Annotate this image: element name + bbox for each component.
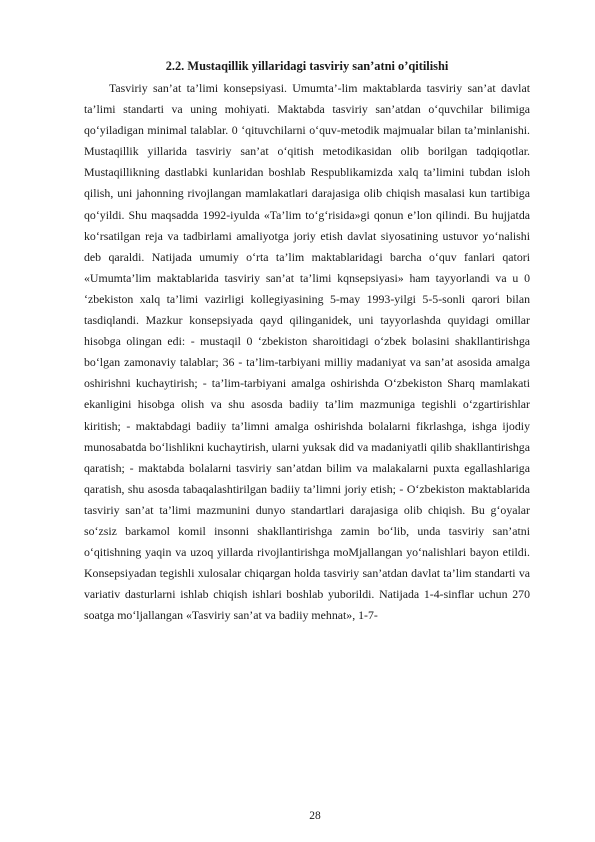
section-title: 2.2. Mustaqillik yillaridagi tasviriy san’atni o’qitilishi: [165, 59, 449, 73]
body-paragraph: Tasviriy san’at ta’limi konsepsiyasi. Umumta’-lim maktablarda tasviriy san’at davlat ta’limi standarti va uning mohiyati. Maktabda tasviriy san’atdan o‘quvchilar bilimiga qo‘yiladigan minimal talablar. 0 ‘qituvchilarni o‘quv-metodik majmualar bilan ta’minlanishi. Mustaqillik yillarida tasviriy san’at o‘qitish metodikasidan olib borilgan tadqiqotlar. Mustaqillikning dastlabki kunlaridan boshlab Respublikamizda xalq ta’limini tubdan isloh qilish, uni jahonning rivojlangan mamlakatlari darajasiga olib chiqish masalasi kun tartibiga qo‘yildi. Shu maqsadda 1992-iyulda «Ta’lim to‘g‘risida»gi qonun e’lon qilindi. Bu hujjatda ko‘rsatilgan reja va tadbirlami amaliyotga joriy etish davlat siyosatining ustuvor yo‘nalishi deb qaraldi. Natijada umumiy o‘rta ta’lim maktablaridagi barcha o‘quv fanlari qatori «Umumta’lim maktablarida tasviriy san’at ta’limi kqnsepsiyasi» ham tayyorlandi va u 0 ‘zbekiston xalq ta’limi vazirligi kollegiyasining 5-may 1993-yilgi 5-5-sonli qarori bilan tasdiqlandi. Mazkur konsepsiyada qayd qilinganidek, uni tayyorlashda quyidagi omillar hisobga olingan edi: - mustaqil 0 ‘zbekiston sharoitidagi o‘zbek bolasini shakllantirishga bo‘lgan zamonaviy talablar; 36 - ta’lim-tarbiyani milliy madaniyat va san’at asosida amalga oshirishni kuchaytirish; - ta’lim-tarbiyani amalga oshirishda O‘zbekiston Sharq mamlakati ekanligini hisobga olish va shu asosda badiiy ta’lim mazmuniga tegishli o‘zgartirishlar kiritish; - maktabdagi badiiy ta’limni amalga oshirishda bolalarni fikrlashga, ishga ijodiy munosabatda bo‘lishlikni kuchaytirish, ularni yuksak did va madaniyatli qilib shakllantirishga qaratish; - maktabda bolalarni tasviriy san’atdan bilim va malakalarni puxta egallashlariga qaratish, shu asosda tabaqalashtirilgan badiiy ta’limni joriy etish; - O‘zbekiston maktablarida tasviriy san’at ta’limi mazmunini dunyo standartlari darajasiga olib chiqish. Bu g‘oyalar so‘zsiz barkamol komil insonni shakllantirishga zamin bo‘lib, unda tasviriy san’atni o‘qitishning yaqin va uzoq yillarda rivojlantirishga moMjallangan yo‘nalishlari bayon etildi. Konsepsiyadan tegishli xulosalar chiqargan holda tasviriy san’atdan davlat ta’lim standarti va variativ dasturlarni ishlab chiqish ishlari boshlab yuborildi. Natijada 1-4-sinflar uchun 270 soatga mo‘ljallangan «Tasviriy san’at va badiiy mehnat», 1-7-: [84, 81, 530, 623]
page-number: 28: [309, 810, 321, 822]
